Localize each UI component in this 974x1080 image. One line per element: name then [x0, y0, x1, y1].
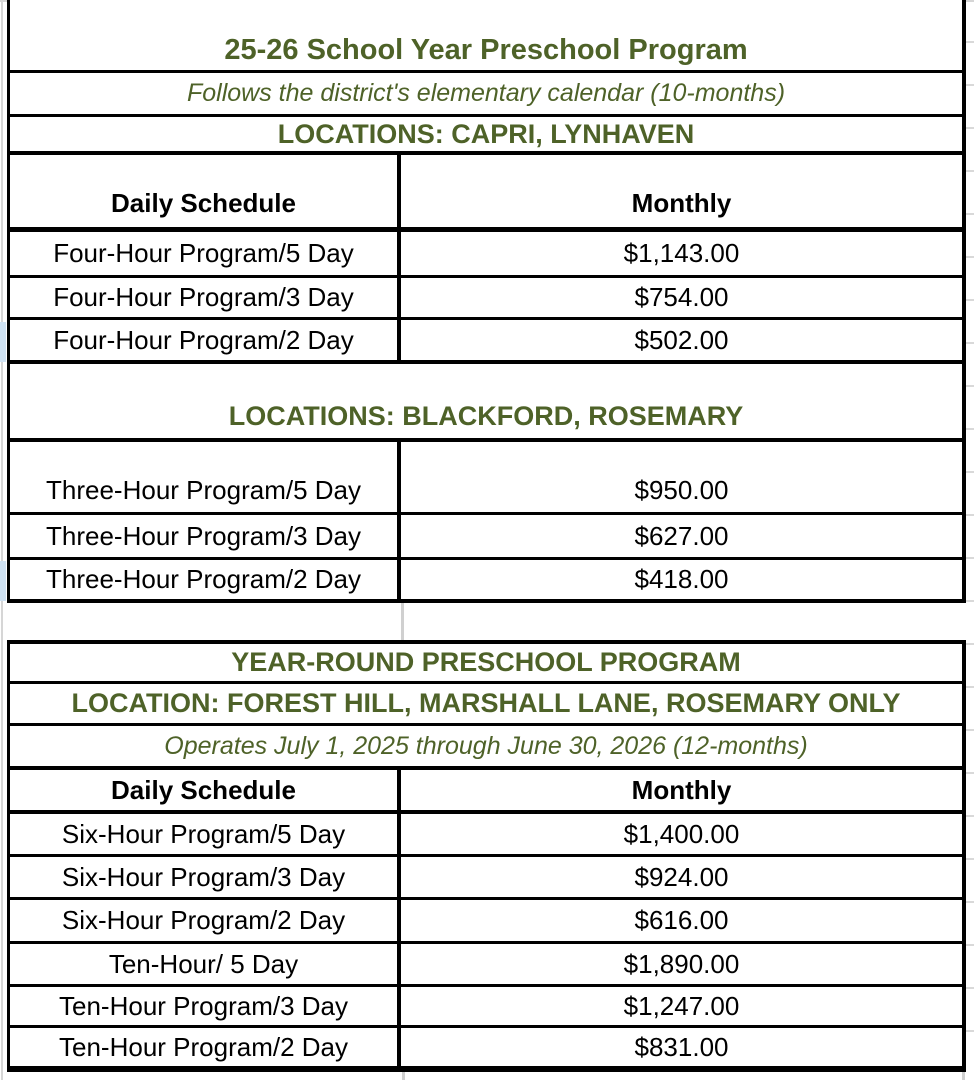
- price-cell: $1,890.00: [623, 948, 740, 979]
- schedule-cell: Six-Hour Program/2 Day: [10, 900, 401, 941]
- location-line-row: [10, 684, 962, 726]
- year-round-heading: YEAR-ROUND PRESCHOOL PROGRAM: [231, 647, 741, 677]
- school-year-program-table: [7, 0, 966, 603]
- schedule-cell: Three-Hour Program/3 Day: [10, 515, 401, 557]
- price-cell: $924.00: [634, 861, 729, 892]
- price-cell: $627.00: [634, 520, 729, 551]
- sheet-gridline-bottom-divider: [402, 1072, 405, 1080]
- title-row: [10, 0, 962, 73]
- column-header-monthly: Monthly: [631, 188, 732, 218]
- pricing-row: [10, 442, 962, 515]
- page-title: 25-26 School Year Preschool Program: [224, 34, 748, 66]
- schedule-cell: Three-Hour Program/5 Day: [10, 442, 401, 512]
- price-cell: $616.00: [634, 905, 729, 935]
- price-cell: $1,400.00: [623, 818, 740, 849]
- column-header-row: [10, 155, 962, 232]
- schedule-cell: Six-Hour Program/5 Day: [10, 814, 401, 854]
- pricing-row: [10, 278, 962, 320]
- schedule-cell: Four-Hour Program/3 Day: [10, 278, 401, 317]
- pricing-row: [10, 814, 962, 857]
- price-cell: $502.00: [634, 324, 729, 355]
- pricing-row: [10, 515, 962, 560]
- column-header-daily-schedule: Daily Schedule: [10, 770, 401, 810]
- forest-hill-location-line: LOCATION: FOREST HILL, MARSHALL LANE, ROSEMARY ONLY: [71, 688, 901, 718]
- capri-lynhaven-heading-row: [10, 117, 962, 155]
- schedule-cell: Ten-Hour/ 5 Day: [10, 944, 401, 984]
- sheet-gridline-right-gutter: [966, 0, 974, 1072]
- pricing-row: [10, 900, 962, 944]
- pricing-row: [10, 944, 962, 987]
- price-cell: $754.00: [634, 282, 729, 312]
- capri-lynhaven-heading: LOCATIONS: CAPRI, LYNHAVEN: [277, 118, 695, 149]
- price-cell: $831.00: [634, 1031, 729, 1062]
- pricing-row: [10, 320, 962, 364]
- sheet-gridline-bottom-right: [962, 1072, 965, 1080]
- schedule-cell: Four-Hour Program/2 Day: [10, 320, 401, 360]
- price-cell: $950.00: [634, 475, 729, 505]
- operates-dates-line: Operates July 1, 2025 through June 30, 2026 (12-months): [164, 731, 808, 760]
- schedule-cell: Ten-Hour Program/3 Day: [10, 987, 401, 1025]
- blackford-rosemary-heading-row: [10, 364, 962, 442]
- price-cell: $1,143.00: [623, 238, 740, 268]
- schedule-cell: Six-Hour Program/3 Day: [10, 857, 401, 897]
- pricing-row: [10, 1028, 962, 1072]
- blackford-rosemary-heading: LOCATIONS: BLACKFORD, ROSEMARY: [228, 401, 744, 431]
- schedule-cell: Ten-Hour Program/2 Day: [10, 1028, 401, 1066]
- schedule-cell: Three-Hour Program/2 Day: [10, 560, 401, 599]
- schedule-cell: Four-Hour Program/5 Day: [10, 232, 401, 275]
- pricing-row: [10, 232, 962, 278]
- pricing-row: [10, 857, 962, 900]
- row-highlight-sliver: [0, 322, 6, 362]
- row-highlight-sliver: [0, 561, 6, 601]
- column-header-monthly: Monthly: [631, 774, 732, 805]
- operates-line-row: [10, 726, 962, 770]
- price-cell: $418.00: [634, 564, 729, 594]
- year-round-program-table: [7, 640, 966, 1072]
- pricing-row: [10, 560, 962, 603]
- sheet-gridline-gap-divider: [401, 603, 404, 640]
- calendar-subtitle: Follows the district's elementary calendar (10-months): [186, 79, 786, 107]
- column-header-daily-schedule: Daily Schedule: [10, 155, 401, 227]
- year-round-heading-row: [10, 644, 962, 684]
- pricing-row: [10, 987, 962, 1028]
- column-header-row: [10, 770, 962, 814]
- sheet-gridline-left: [1, 0, 3, 1080]
- subtitle-row: [10, 73, 962, 117]
- price-cell: $1,247.00: [623, 990, 740, 1021]
